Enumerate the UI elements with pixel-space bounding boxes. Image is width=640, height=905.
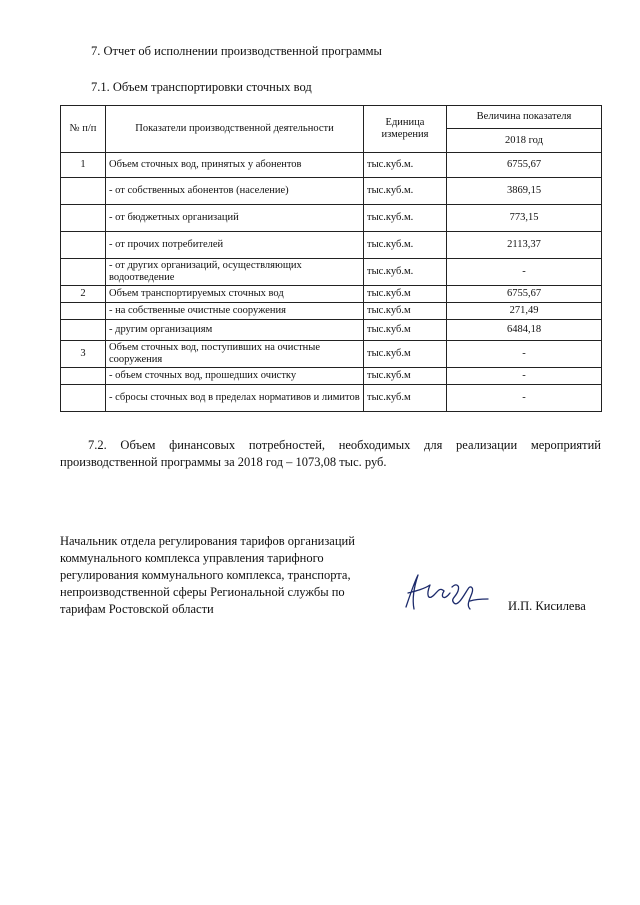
row-unit: тыс.куб.м: [364, 368, 447, 385]
row-value: 6484,18: [447, 320, 602, 341]
table-row: [61, 153, 602, 178]
row-name: Объем сточных вод, поступивших на очистные сооружения: [106, 341, 364, 368]
row-name: - другим организациям: [106, 320, 364, 341]
row-unit: тыс.куб.м: [364, 320, 447, 341]
section-title: 7. Отчет об исполнении производственной программы: [91, 44, 382, 58]
row-value: 6755,67: [447, 286, 602, 303]
row-unit: тыс.куб.м.: [364, 153, 447, 178]
header-unit: Единица измерения: [364, 106, 447, 153]
row-num: [61, 320, 106, 341]
row-value: -: [447, 368, 602, 385]
row-value: 773,15: [447, 205, 602, 232]
row-name: - от бюджетных организаций: [106, 205, 364, 232]
row-name: Объем транспортируемых сточных вод: [106, 286, 364, 303]
row-unit: тыс.куб.м.: [364, 178, 447, 205]
table-row: [61, 303, 602, 320]
row-num: [61, 303, 106, 320]
row-value: 2113,37: [447, 232, 602, 259]
table-row: [61, 232, 602, 259]
table-row: [61, 368, 602, 385]
signer-name: И.П. Кисилева: [508, 599, 586, 613]
subsection-title: 7.1. Объем транспортировки сточных вод: [91, 80, 312, 94]
row-num: [61, 385, 106, 412]
table-row: [61, 205, 602, 232]
row-value: 271,49: [447, 303, 602, 320]
header-value: Величина показателя: [447, 106, 602, 129]
row-num: [61, 259, 106, 286]
row-name: - от других организаций, осуществляющих водоотведение: [106, 259, 364, 286]
row-value: -: [447, 259, 602, 286]
row-value: 6755,67: [447, 153, 602, 178]
row-num: 1: [61, 153, 106, 178]
row-value: -: [447, 385, 602, 412]
row-name: - объем сточных вод, прошедших очистку: [106, 368, 364, 385]
row-value: 3869,15: [447, 178, 602, 205]
row-name: - от прочих потребителей: [106, 232, 364, 259]
row-num: [61, 205, 106, 232]
row-name: Объем сточных вод, принятых у абонентов: [106, 153, 364, 178]
row-unit: тыс.куб.м: [364, 385, 447, 412]
table-row: [61, 286, 602, 303]
row-unit: тыс.куб.м.: [364, 259, 447, 286]
row-unit: тыс.куб.м: [364, 341, 447, 368]
row-unit: тыс.куб.м.: [364, 232, 447, 259]
financial-paragraph-text: 7.2. Объем финансовых потребностей, необходимых для реализации мероприятий производственной программы за 2018 год – 1073,08 тыс. руб.: [60, 438, 601, 469]
row-unit: тыс.куб.м.: [364, 205, 447, 232]
row-unit: тыс.куб.м: [364, 303, 447, 320]
row-num: [61, 178, 106, 205]
table-row: [61, 320, 602, 341]
table-row: [61, 385, 602, 412]
row-num: [61, 232, 106, 259]
row-name: - от собственных абонентов (население): [106, 178, 364, 205]
header-indicator: Показатели производственной деятельности: [106, 106, 364, 153]
signer-position: Начальник отдела регулирования тарифов организаций коммунального комплекса управления тарифного регулирования коммунального комплекса, транспорта, непроизводственной сферы Региональной службы по тарифам Ростовской области: [60, 534, 355, 616]
handwritten-signature: [400, 565, 490, 615]
row-name: - на собственные очистные сооружения: [106, 303, 364, 320]
table-row: [61, 259, 602, 286]
financial-paragraph: [60, 437, 601, 471]
wastewater-table: [60, 105, 602, 412]
row-num: [61, 368, 106, 385]
row-num: 2: [61, 286, 106, 303]
row-name: - сбросы сточных вод в пределах нормативов и лимитов: [106, 385, 364, 412]
row-value: -: [447, 341, 602, 368]
header-year: 2018 год: [447, 129, 602, 153]
row-unit: тыс.куб.м: [364, 286, 447, 303]
table-row: [61, 178, 602, 205]
table-row: [61, 341, 602, 368]
header-num: № п/п: [61, 106, 106, 153]
row-num: 3: [61, 341, 106, 368]
